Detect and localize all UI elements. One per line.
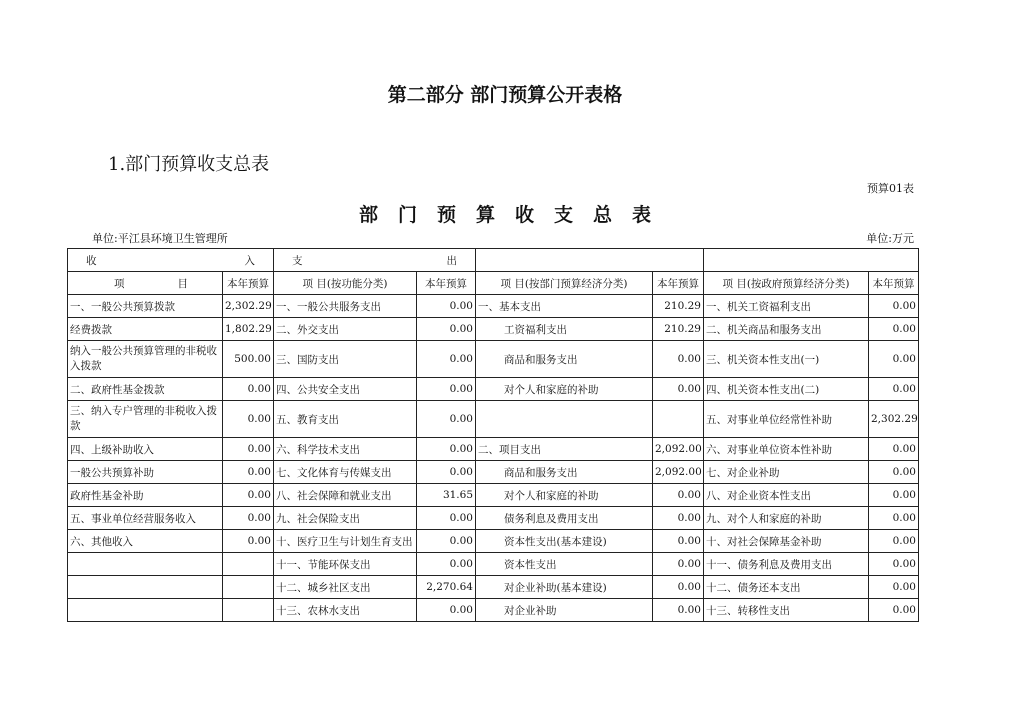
func-expense-amount-cell: 0.00 xyxy=(417,401,476,438)
table-row xyxy=(68,295,919,318)
dept-econ-amount-cell xyxy=(653,401,704,438)
table-row xyxy=(68,341,919,378)
gov-item-header: 项 目(按政府预算经济分类) xyxy=(704,272,869,295)
gov-econ-item-cell: 一、机关工资福利支出 xyxy=(704,295,869,318)
income-amount-cell: 0.00 xyxy=(223,378,274,401)
income-item-cell xyxy=(68,576,223,599)
income-item-cell: 四、上级补助收入 xyxy=(68,438,223,461)
func-expense-amount-cell: 0.00 xyxy=(417,378,476,401)
gov-econ-item-cell: 十二、债务还本支出 xyxy=(704,576,869,599)
table-row xyxy=(68,599,919,622)
dept-item-header: 项 目(按部门预算经济分类) xyxy=(476,272,653,295)
func-expense-amount-cell: 0.00 xyxy=(417,318,476,341)
section-title: 1.部门预算收支总表 xyxy=(108,154,270,175)
gov-econ-amount-cell: 0.00 xyxy=(869,378,919,401)
income-amount-cell xyxy=(223,599,274,622)
func-expense-amount-cell: 0.00 xyxy=(417,599,476,622)
dept-econ-item-cell: 对企业补助 xyxy=(476,599,653,622)
dept-econ-amount-cell: 0.00 xyxy=(653,530,704,553)
func-expense-amount-cell: 2,270.64 xyxy=(417,576,476,599)
gov-econ-item-cell: 三、机关资本性支出(一) xyxy=(704,341,869,378)
gov-econ-amount-cell: 0.00 xyxy=(869,461,919,484)
gov-econ-item-cell: 五、对事业单位经常性补助 xyxy=(704,401,869,438)
table-title: 部门预算收支总表 xyxy=(358,204,671,226)
income-amount-cell: 0.00 xyxy=(223,530,274,553)
table-row xyxy=(68,461,919,484)
gov-econ-item-cell: 十、对社会保障基金补助 xyxy=(704,530,869,553)
expense-group-header: 支 出 xyxy=(274,249,476,272)
func-expense-item-cell: 四、公共安全支出 xyxy=(274,378,417,401)
dept-econ-item-cell: 对企业补助(基本建设) xyxy=(476,576,653,599)
budget-summary-table xyxy=(67,248,919,622)
dept-econ-amount-cell: 0.00 xyxy=(653,484,704,507)
func-expense-item-cell: 一、一般公共服务支出 xyxy=(274,295,417,318)
dept-econ-item-cell xyxy=(476,401,653,438)
func-expense-amount-cell: 0.00 xyxy=(417,461,476,484)
func-expense-item-cell: 六、科学技术支出 xyxy=(274,438,417,461)
table-row xyxy=(68,378,919,401)
income-item-cell: 政府性基金补助 xyxy=(68,484,223,507)
dept-econ-item-cell: 债务利息及费用支出 xyxy=(476,507,653,530)
func-expense-item-cell: 七、文化体育与传媒支出 xyxy=(274,461,417,484)
func-expense-amount-cell: 0.00 xyxy=(417,295,476,318)
dept-econ-item-cell: 二、项目支出 xyxy=(476,438,653,461)
unit-name: 单位:平江县环境卫生管理所 xyxy=(92,232,228,245)
dept-econ-item-cell: 对个人和家庭的补助 xyxy=(476,484,653,507)
gov-econ-item-cell: 七、对企业补助 xyxy=(704,461,869,484)
dept-econ-amount-cell: 0.00 xyxy=(653,576,704,599)
gov-econ-item-cell: 十三、转移性支出 xyxy=(704,599,869,622)
gov-econ-amount-cell: 0.00 xyxy=(869,295,919,318)
gov-econ-amount-cell: 0.00 xyxy=(869,507,919,530)
gov-econ-amount-cell: 0.00 xyxy=(869,553,919,576)
func-expense-amount-cell: 0.00 xyxy=(417,341,476,378)
gov-econ-item-cell: 十一、债务利息及费用支出 xyxy=(704,553,869,576)
dept-econ-item-cell: 商品和服务支出 xyxy=(476,341,653,378)
income-item-cell: 一、一般公共预算拨款 xyxy=(68,295,223,318)
gov-econ-amount-cell: 0.00 xyxy=(869,484,919,507)
group-header-row xyxy=(68,249,919,272)
dept-econ-amount-cell: 0.00 xyxy=(653,378,704,401)
dept-econ-amount-cell: 0.00 xyxy=(653,553,704,576)
income-amount-cell: 0.00 xyxy=(223,401,274,438)
income-amount-cell: 2,302.29 xyxy=(223,295,274,318)
func-expense-item-cell: 十、医疗卫生与计划生育支出 xyxy=(274,530,417,553)
column-header-row xyxy=(68,272,919,295)
gov-econ-item-cell: 八、对企业资本性支出 xyxy=(704,484,869,507)
dept-econ-item-cell: 工资福利支出 xyxy=(476,318,653,341)
table-row xyxy=(68,484,919,507)
form-number: 预算01表 xyxy=(867,182,914,195)
func-expense-item-cell: 十二、城乡社区支出 xyxy=(274,576,417,599)
table-row xyxy=(68,576,919,599)
func-expense-item-cell: 九、社会保险支出 xyxy=(274,507,417,530)
gov-econ-amount-cell: 0.00 xyxy=(869,438,919,461)
amount-header: 本年预算 xyxy=(223,272,274,295)
empty-header-cell xyxy=(704,249,919,272)
income-item-cell: 一般公共预算补助 xyxy=(68,461,223,484)
income-item-cell: 六、其他收入 xyxy=(68,530,223,553)
dept-econ-item-cell: 商品和服务支出 xyxy=(476,461,653,484)
gov-econ-amount-cell: 2,302.29 xyxy=(869,401,919,438)
table-row xyxy=(68,553,919,576)
table-row xyxy=(68,318,919,341)
income-amount-cell: 0.00 xyxy=(223,438,274,461)
func-expense-amount-cell: 0.00 xyxy=(417,438,476,461)
income-amount-cell: 0.00 xyxy=(223,484,274,507)
gov-econ-amount-cell: 0.00 xyxy=(869,341,919,378)
dept-econ-amount-cell: 0.00 xyxy=(653,599,704,622)
income-item-cell: 五、事业单位经营服务收入 xyxy=(68,507,223,530)
dept-econ-amount-cell: 0.00 xyxy=(653,341,704,378)
func-item-header: 项 目(按功能分类) xyxy=(274,272,417,295)
gov-econ-item-cell: 二、机关商品和服务支出 xyxy=(704,318,869,341)
part-title: 第二部分 部门预算公开表格 xyxy=(387,84,623,106)
amount-header: 本年预算 xyxy=(417,272,476,295)
amount-header: 本年预算 xyxy=(653,272,704,295)
table-row xyxy=(68,507,919,530)
income-item-cell: 经费拨款 xyxy=(68,318,223,341)
gov-econ-amount-cell: 0.00 xyxy=(869,530,919,553)
income-item-header: 项 目 xyxy=(68,272,223,295)
dept-econ-amount-cell: 210.29 xyxy=(653,318,704,341)
income-amount-cell: 500.00 xyxy=(223,341,274,378)
income-item-cell xyxy=(68,553,223,576)
gov-econ-item-cell: 四、机关资本性支出(二) xyxy=(704,378,869,401)
income-item-cell: 纳入一般公共预算管理的非税收入拨款 xyxy=(68,341,223,378)
table-row xyxy=(68,530,919,553)
gov-econ-amount-cell: 0.00 xyxy=(869,318,919,341)
income-amount-cell: 0.00 xyxy=(223,461,274,484)
dept-econ-item-cell: 资本性支出(基本建设) xyxy=(476,530,653,553)
unit-currency: 单位:万元 xyxy=(866,232,914,245)
func-expense-item-cell: 八、社会保障和就业支出 xyxy=(274,484,417,507)
income-amount-cell: 0.00 xyxy=(223,507,274,530)
func-expense-amount-cell: 31.65 xyxy=(417,484,476,507)
dept-econ-amount-cell: 0.00 xyxy=(653,507,704,530)
income-amount-cell xyxy=(223,576,274,599)
func-expense-amount-cell: 0.00 xyxy=(417,530,476,553)
gov-econ-item-cell: 六、对事业单位资本性补助 xyxy=(704,438,869,461)
func-expense-item-cell: 十一、节能环保支出 xyxy=(274,553,417,576)
func-expense-amount-cell: 0.00 xyxy=(417,507,476,530)
empty-header-cell xyxy=(476,249,704,272)
func-expense-item-cell: 三、国防支出 xyxy=(274,341,417,378)
dept-econ-amount-cell: 2,092.00 xyxy=(653,438,704,461)
income-group-header: 收 入 xyxy=(68,249,274,272)
dept-econ-item-cell: 资本性支出 xyxy=(476,553,653,576)
dept-econ-item-cell: 一、基本支出 xyxy=(476,295,653,318)
table-row xyxy=(68,401,919,438)
income-amount-cell: 1,802.29 xyxy=(223,318,274,341)
func-expense-item-cell: 十三、农林水支出 xyxy=(274,599,417,622)
dept-econ-amount-cell: 2,092.00 xyxy=(653,461,704,484)
dept-econ-amount-cell: 210.29 xyxy=(653,295,704,318)
gov-econ-amount-cell: 0.00 xyxy=(869,576,919,599)
amount-header: 本年预算 xyxy=(869,272,919,295)
func-expense-item-cell: 二、外交支出 xyxy=(274,318,417,341)
gov-econ-amount-cell: 0.00 xyxy=(869,599,919,622)
income-amount-cell xyxy=(223,553,274,576)
func-expense-amount-cell: 0.00 xyxy=(417,553,476,576)
table-row xyxy=(68,438,919,461)
income-item-cell: 三、纳入专户管理的非税收入拨款 xyxy=(68,401,223,438)
dept-econ-item-cell: 对个人和家庭的补助 xyxy=(476,378,653,401)
income-item-cell: 二、政府性基金拨款 xyxy=(68,378,223,401)
func-expense-item-cell: 五、教育支出 xyxy=(274,401,417,438)
gov-econ-item-cell: 九、对个人和家庭的补助 xyxy=(704,507,869,530)
income-item-cell xyxy=(68,599,223,622)
